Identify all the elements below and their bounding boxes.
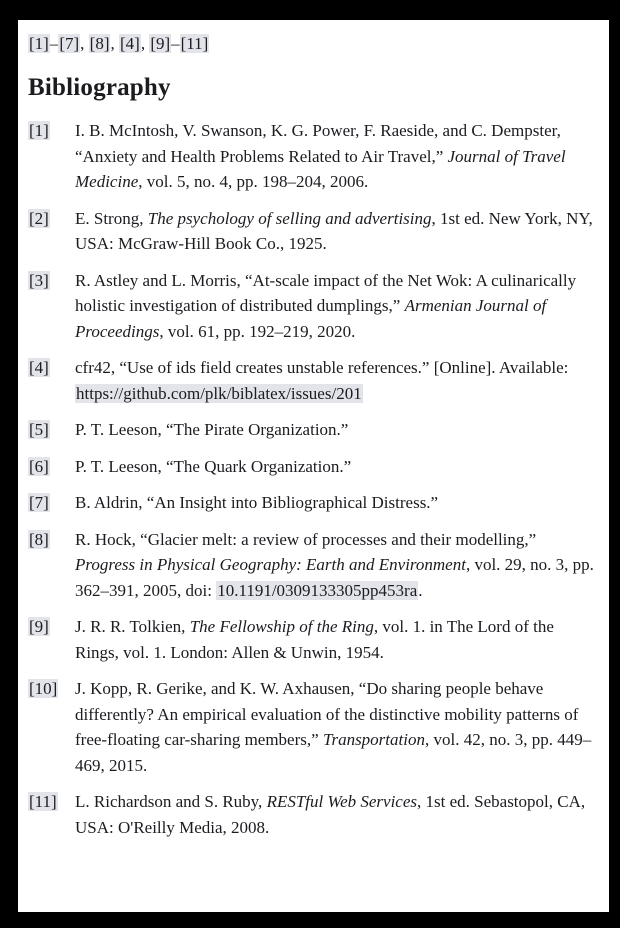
citation-link[interactable]: [1] (29, 34, 49, 53)
reference-label-column (28, 527, 75, 553)
reference-text (75, 206, 599, 257)
reference-segment: The psychology of selling and advertising (147, 208, 432, 228)
reference-item (28, 454, 599, 480)
reference-item (28, 268, 599, 345)
reference-item (28, 206, 599, 257)
reference-segment: B. Aldrin, “An Insight into Bibliographical Distress.” (75, 493, 439, 512)
reference-segment: R. Hock, “Glacier melt: a review of processes and their modelling,” (75, 529, 537, 549)
reference-link[interactable]: 10.1191/0309133305pp453ra (217, 580, 418, 600)
reference-text (75, 417, 599, 443)
reference-label[interactable]: [8] (29, 529, 49, 549)
reference-segment: J. Kopp, R. Gerike, and K. W. Axhausen, “Do sharing people behave differently? An empirical evaluation of the distinctive mobility patterns of free-floating car-sharing members,” (75, 679, 579, 749)
reference-segment: , vol. 1. in The Lord of the Rings, vol. 1. London: Allen & Unwin, 1954. (75, 617, 554, 662)
reference-segment: , vol. 61, pp. 192–219, 2020. (159, 321, 356, 341)
reference-segment: E. Strong, (75, 208, 148, 228)
reference-item (28, 676, 599, 778)
citation-segment: , (140, 34, 150, 53)
reference-segment: P. T. Leeson, “The Pirate Organization.” (75, 420, 349, 439)
reference-segment: . (418, 580, 423, 600)
reference-link[interactable]: https://github.com/plk/biblatex/issues/201 (76, 383, 362, 403)
reference-text (75, 454, 599, 480)
reference-segment: , 1st ed. New York, NY, USA: McGraw-Hill Book Co., 1925. (75, 208, 593, 253)
reference-label[interactable]: [10] (29, 679, 58, 698)
reference-label-column (28, 789, 75, 815)
reference-text (75, 490, 599, 516)
reference-item (28, 118, 599, 195)
reference-item (28, 527, 599, 604)
reference-text (75, 118, 599, 195)
reference-list (28, 118, 599, 840)
reference-label[interactable]: [9] (29, 617, 49, 636)
reference-segment: R. Astley and L. Morris, “At-scale impact of the Net Wok: A culinarically holistic investigation of distributed dumplings,” (75, 270, 577, 315)
reference-text (75, 789, 599, 840)
citation-segment: – (171, 34, 180, 53)
citation-link[interactable]: [8] (89, 34, 110, 53)
reference-label[interactable]: [2] (29, 208, 49, 228)
reference-label-column (28, 118, 75, 144)
citation-segment: , (110, 34, 119, 53)
reference-label-column (28, 417, 75, 443)
reference-item (28, 355, 599, 406)
reference-label-column (28, 454, 75, 480)
reference-label-column (28, 490, 75, 516)
reference-text (75, 527, 599, 604)
reference-text (75, 268, 599, 345)
citation-link[interactable]: [9] (150, 34, 171, 53)
page-title: Bibliography (28, 74, 171, 101)
reference-item (28, 417, 599, 443)
reference-segment: , vol. 29, no. 3, pp. 362–391, 2005, doi: (75, 555, 594, 600)
reference-label-column (28, 614, 75, 640)
citation-segment: , (80, 34, 89, 53)
reference-segment: Progress in Physical Geography: Earth and Environment (75, 555, 466, 574)
reference-label-column (28, 268, 75, 294)
reference-text (75, 614, 599, 665)
reference-segment: I. B. McIntosh, V. Swanson, K. G. Power, F. Raeside, and C. Dempster, “Anxiety and Health Problems Related to Air Travel,” (75, 121, 561, 166)
reference-segment: P. T. Leeson, “The Quark Organization.” (75, 456, 352, 476)
reference-label[interactable]: [3] (29, 270, 49, 290)
citation-line (28, 32, 599, 56)
reference-segment: cfr42, “Use of ids field creates unstable references.” [Online]. Available: (75, 358, 569, 377)
reference-segment: J. R. R. Tolkien, (75, 617, 190, 636)
reference-text (75, 676, 599, 778)
reference-label-column (28, 355, 75, 381)
reference-label-column (28, 676, 75, 702)
reference-segment: Journal of Travel Medicine (75, 146, 566, 191)
reference-label[interactable]: [11] (29, 792, 57, 811)
citation-link[interactable]: [11] (180, 34, 209, 53)
reference-item (28, 614, 599, 665)
reference-segment: Armenian Journal of Proceedings (75, 296, 547, 341)
reference-label[interactable]: [4] (29, 358, 49, 377)
citation-segment: – (49, 34, 59, 53)
reference-item (28, 490, 599, 516)
reference-label[interactable]: [1] (29, 121, 49, 140)
reference-label[interactable]: [5] (29, 420, 49, 439)
reference-item (28, 789, 599, 840)
reference-label[interactable]: [7] (29, 493, 49, 512)
citation-link[interactable]: [4] (119, 34, 140, 53)
reference-segment: , 1st ed. Sebastopol, CA, USA: O'Reilly Media, 2008. (75, 792, 586, 837)
citation-link[interactable]: [7] (59, 34, 80, 53)
reference-segment: Transportation (322, 730, 425, 749)
document-page (18, 20, 609, 912)
reference-text (75, 355, 599, 406)
reference-segment: L. Richardson and S. Ruby, (75, 792, 267, 811)
reference-label[interactable]: [6] (29, 456, 49, 476)
reference-segment: The Fellowship of the Ring (189, 617, 374, 636)
reference-segment: , vol. 42, no. 3, pp. 449–469, 2015. (75, 730, 592, 775)
reference-segment: RESTful Web Services (266, 792, 418, 811)
reference-label-column (28, 206, 75, 232)
reference-segment: , vol. 5, no. 4, pp. 198–204, 2006. (138, 172, 369, 191)
